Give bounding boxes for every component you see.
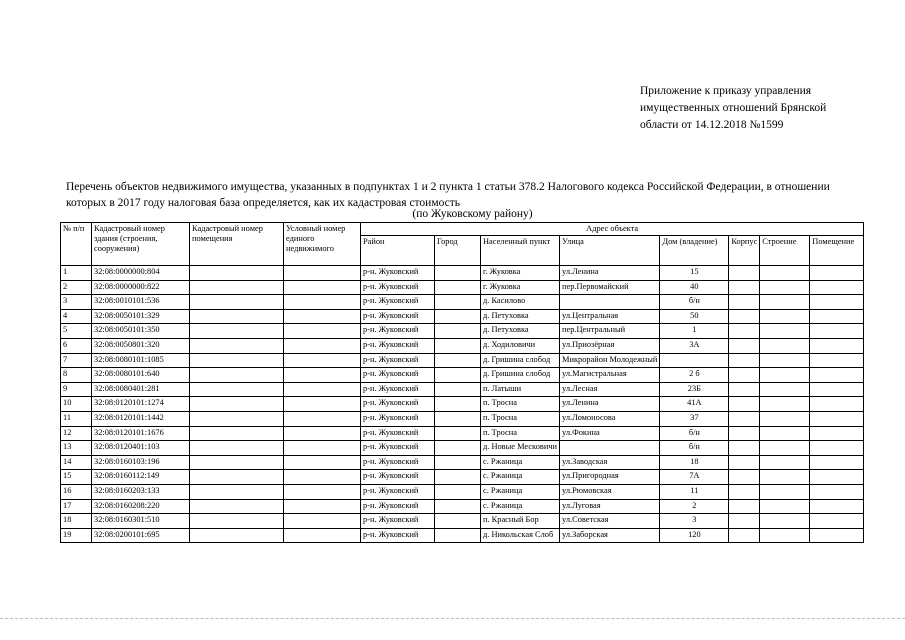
cell-city	[435, 309, 481, 324]
header-address-group: Адрес объекта	[361, 223, 864, 236]
cell-house: 7А	[660, 470, 729, 485]
cell-structure	[760, 309, 810, 324]
cell-house: б/н	[660, 441, 729, 456]
cell-cadastral-room	[190, 368, 284, 383]
cell-cadastral-building: 32:08:0160208:220	[92, 499, 190, 514]
cell-room	[810, 295, 864, 310]
cell-district: р-н. Жуковский	[361, 368, 435, 383]
cell-cadastral-building: 32:08:0120101:1442	[92, 411, 190, 426]
cell-structure	[760, 397, 810, 412]
table-row	[61, 470, 864, 485]
cell-house: 15	[660, 266, 729, 281]
cell-settlement: д. Петуховка	[481, 309, 560, 324]
table-row	[61, 382, 864, 397]
cell-num: 2	[61, 280, 92, 295]
property-table	[60, 222, 864, 543]
cell-cadastral-building: 32:08:0050801:320	[92, 338, 190, 353]
cell-conditional	[284, 514, 361, 529]
cell-district: р-н. Жуковский	[361, 353, 435, 368]
cell-num: 14	[61, 455, 92, 470]
cell-cadastral-room	[190, 338, 284, 353]
cell-building	[729, 266, 760, 281]
cell-building	[729, 280, 760, 295]
cell-cadastral-room	[190, 441, 284, 456]
cell-cadastral-building: 32:08:0080401:281	[92, 382, 190, 397]
cell-cadastral-building: 32:08:0160112:149	[92, 470, 190, 485]
table-row	[61, 514, 864, 529]
cell-cadastral-room	[190, 484, 284, 499]
cell-room	[810, 324, 864, 339]
cell-settlement: с. Ржаница	[481, 470, 560, 485]
cell-city	[435, 455, 481, 470]
cell-district: р-н. Жуковский	[361, 324, 435, 339]
header-structure: Строение	[760, 236, 810, 266]
cell-building	[729, 411, 760, 426]
document-subtitle: (по Жуковскому району)	[412, 208, 533, 220]
cell-settlement: д. Касилово	[481, 295, 560, 310]
cell-settlement: д. Новые Месковичи	[481, 441, 560, 456]
cell-street: ул.Заборская	[560, 528, 660, 543]
header-street: Улица	[560, 236, 660, 266]
cell-cadastral-building: 32:08:0120101:1274	[92, 397, 190, 412]
cell-house: 1	[660, 324, 729, 339]
cell-district: р-н. Жуковский	[361, 295, 435, 310]
cell-cadastral-building: 32:08:0000000:822	[92, 280, 190, 295]
cell-structure	[760, 266, 810, 281]
cell-room	[810, 528, 864, 543]
cell-structure	[760, 484, 810, 499]
cell-street: пер.Центральный	[560, 324, 660, 339]
cell-num: 17	[61, 499, 92, 514]
cell-conditional	[284, 338, 361, 353]
cell-city	[435, 411, 481, 426]
cell-house	[660, 353, 729, 368]
cell-conditional	[284, 280, 361, 295]
cell-city	[435, 514, 481, 529]
cell-cadastral-room	[190, 382, 284, 397]
cell-structure	[760, 295, 810, 310]
header-cadastral-building: Кадастровый номер здания (строения, сооружения)	[92, 223, 190, 266]
cell-city	[435, 441, 481, 456]
cell-settlement: с. Ржаница	[481, 499, 560, 514]
cell-cadastral-room	[190, 295, 284, 310]
cell-street: ул.Рюмовская	[560, 484, 660, 499]
table-row	[61, 266, 864, 281]
cell-city	[435, 295, 481, 310]
cell-cadastral-building: 32:08:0080101:640	[92, 368, 190, 383]
table-row	[61, 397, 864, 412]
cell-building	[729, 528, 760, 543]
cell-conditional	[284, 382, 361, 397]
cell-settlement: д. Петуховка	[481, 324, 560, 339]
cell-building	[729, 484, 760, 499]
cell-structure	[760, 411, 810, 426]
cell-room	[810, 309, 864, 324]
cell-num: 7	[61, 353, 92, 368]
cell-building	[729, 353, 760, 368]
cell-room	[810, 441, 864, 456]
table-row	[61, 411, 864, 426]
cell-city	[435, 397, 481, 412]
cell-street: ул.Приозёрная	[560, 338, 660, 353]
cell-conditional	[284, 266, 361, 281]
cell-cadastral-room	[190, 353, 284, 368]
cell-structure	[760, 441, 810, 456]
cell-district: р-н. Жуковский	[361, 266, 435, 281]
cell-house: 2	[660, 499, 729, 514]
cell-room	[810, 382, 864, 397]
cell-street: ул.Луговая	[560, 499, 660, 514]
table-row	[61, 528, 864, 543]
cell-room	[810, 484, 864, 499]
cell-settlement: д. Гришина слобод	[481, 353, 560, 368]
header-row	[61, 223, 864, 236]
appendix-note	[640, 83, 880, 134]
cell-room	[810, 266, 864, 281]
table-row	[61, 426, 864, 441]
scan-edge-line	[0, 618, 905, 619]
cell-room	[810, 353, 864, 368]
cell-cadastral-building: 32:08:0120401:103	[92, 441, 190, 456]
cell-district: р-н. Жуковский	[361, 528, 435, 543]
cell-structure	[760, 499, 810, 514]
cell-structure	[760, 324, 810, 339]
cell-num: 3	[61, 295, 92, 310]
cell-structure	[760, 514, 810, 529]
cell-conditional	[284, 499, 361, 514]
cell-city	[435, 266, 481, 281]
cell-conditional	[284, 368, 361, 383]
cell-conditional	[284, 295, 361, 310]
header-building: Корпус	[729, 236, 760, 266]
cell-room	[810, 280, 864, 295]
cell-street: Микрорайон Молодежный	[560, 353, 660, 368]
cell-cadastral-building: 32:08:0000000:804	[92, 266, 190, 281]
table-row	[61, 484, 864, 499]
cell-cadastral-building: 32:08:0160103:196	[92, 455, 190, 470]
header-cadastral-room: Кадастровый номер помещения	[190, 223, 284, 266]
cell-district: р-н. Жуковский	[361, 484, 435, 499]
cell-city	[435, 382, 481, 397]
cell-house: 41А	[660, 397, 729, 412]
cell-structure	[760, 280, 810, 295]
cell-building	[729, 338, 760, 353]
cell-room	[810, 411, 864, 426]
table-row	[61, 353, 864, 368]
table-row	[61, 280, 864, 295]
cell-room	[810, 499, 864, 514]
cell-conditional	[284, 324, 361, 339]
cell-city	[435, 280, 481, 295]
appendix-line: Приложение к приказу управления	[640, 85, 812, 97]
cell-cadastral-building: 32:08:0010101:536	[92, 295, 190, 310]
table-row	[61, 368, 864, 383]
cell-conditional	[284, 484, 361, 499]
table-row	[61, 455, 864, 470]
cell-room	[810, 514, 864, 529]
cell-city	[435, 426, 481, 441]
cell-house: 3А	[660, 338, 729, 353]
cell-city	[435, 499, 481, 514]
cell-district: р-н. Жуковский	[361, 309, 435, 324]
cell-house: 40	[660, 280, 729, 295]
cell-cadastral-room	[190, 455, 284, 470]
header-room: Помещение	[810, 236, 864, 266]
cell-cadastral-room	[190, 528, 284, 543]
cell-structure	[760, 470, 810, 485]
cell-num: 8	[61, 368, 92, 383]
cell-num: 4	[61, 309, 92, 324]
header-conditional: Условный номер единого недвижимого	[284, 223, 361, 266]
cell-building	[729, 455, 760, 470]
cell-conditional	[284, 441, 361, 456]
cell-district: р-н. Жуковский	[361, 470, 435, 485]
cell-conditional	[284, 411, 361, 426]
cell-cadastral-building: 32:08:0120101:1676	[92, 426, 190, 441]
cell-building	[729, 324, 760, 339]
cell-street: ул.Фокина	[560, 426, 660, 441]
cell-cadastral-building: 32:08:0050101:329	[92, 309, 190, 324]
cell-district: р-н. Жуковский	[361, 441, 435, 456]
cell-conditional	[284, 353, 361, 368]
cell-cadastral-room	[190, 426, 284, 441]
cell-num: 1	[61, 266, 92, 281]
cell-street	[560, 295, 660, 310]
cell-cadastral-room	[190, 266, 284, 281]
cell-city	[435, 338, 481, 353]
cell-house: 23Б	[660, 382, 729, 397]
cell-num: 6	[61, 338, 92, 353]
cell-building	[729, 514, 760, 529]
cell-house: б/н	[660, 426, 729, 441]
cell-num: 15	[61, 470, 92, 485]
cell-settlement: д. Гришина слобод	[481, 368, 560, 383]
cell-cadastral-building: 32:08:0160301:510	[92, 514, 190, 529]
cell-district: р-н. Жуковский	[361, 455, 435, 470]
cell-street: ул.Ломоносова	[560, 411, 660, 426]
cell-cadastral-building: 32:08:0080101:1085	[92, 353, 190, 368]
cell-conditional	[284, 470, 361, 485]
cell-district: р-н. Жуковский	[361, 397, 435, 412]
cell-cadastral-building: 32:08:0200101:695	[92, 528, 190, 543]
cell-street: ул.Центральная	[560, 309, 660, 324]
cell-structure	[760, 368, 810, 383]
cell-room	[810, 470, 864, 485]
cell-street	[560, 441, 660, 456]
cell-house: 3	[660, 514, 729, 529]
cell-room	[810, 426, 864, 441]
cell-street: ул.Ленина	[560, 266, 660, 281]
cell-structure	[760, 426, 810, 441]
table-row	[61, 295, 864, 310]
cell-street: ул.Ленина	[560, 397, 660, 412]
cell-house: 18	[660, 455, 729, 470]
cell-city	[435, 353, 481, 368]
table-row	[61, 324, 864, 339]
cell-house: 120	[660, 528, 729, 543]
cell-district: р-н. Жуковский	[361, 514, 435, 529]
cell-building	[729, 309, 760, 324]
cell-building	[729, 382, 760, 397]
cell-house: б/н	[660, 295, 729, 310]
cell-district: р-н. Жуковский	[361, 499, 435, 514]
cell-structure	[760, 338, 810, 353]
cell-house: 11	[660, 484, 729, 499]
cell-num: 5	[61, 324, 92, 339]
cell-building	[729, 499, 760, 514]
cell-settlement: г. Жуковка	[481, 266, 560, 281]
cell-city	[435, 528, 481, 543]
cell-settlement: с. Ржаница	[481, 455, 560, 470]
cell-building	[729, 368, 760, 383]
cell-structure	[760, 528, 810, 543]
cell-building	[729, 426, 760, 441]
cell-settlement: г. Жуковка	[481, 280, 560, 295]
cell-district: р-н. Жуковский	[361, 411, 435, 426]
header-district: Район	[361, 236, 435, 266]
cell-num: 11	[61, 411, 92, 426]
cell-conditional	[284, 528, 361, 543]
cell-district: р-н. Жуковский	[361, 426, 435, 441]
cell-settlement: с. Ржаница	[481, 484, 560, 499]
cell-settlement: п. Тросна	[481, 426, 560, 441]
cell-cadastral-room	[190, 514, 284, 529]
cell-structure	[760, 382, 810, 397]
cell-num: 12	[61, 426, 92, 441]
appendix-line: имущественных отношений Брянской	[640, 102, 827, 114]
cell-num: 16	[61, 484, 92, 499]
cell-city	[435, 368, 481, 383]
document-heading: Перечень объектов недвижимого имущества, указанных в подпунктах 1 и 2 пункта 1 статьи 378.2 Налогового кодекса Российской Федерации, в отношении которых в 2017 году налоговая база определяется, как их кадастровая стоимость	[66, 181, 830, 209]
cell-settlement: д. Никольская Слоб	[481, 528, 560, 543]
cell-room	[810, 397, 864, 412]
cell-building	[729, 470, 760, 485]
cell-num: 13	[61, 441, 92, 456]
cell-conditional	[284, 397, 361, 412]
cell-cadastral-building: 32:08:0160203:133	[92, 484, 190, 499]
cell-city	[435, 324, 481, 339]
cell-conditional	[284, 309, 361, 324]
cell-conditional	[284, 455, 361, 470]
cell-cadastral-building: 32:08:0050101:350	[92, 324, 190, 339]
cell-building	[729, 441, 760, 456]
cell-street: ул.Лесная	[560, 382, 660, 397]
cell-settlement: д. Ходиловичи	[481, 338, 560, 353]
cell-structure	[760, 455, 810, 470]
cell-cadastral-room	[190, 280, 284, 295]
cell-cadastral-room	[190, 324, 284, 339]
cell-room	[810, 368, 864, 383]
cell-num: 19	[61, 528, 92, 543]
cell-cadastral-room	[190, 411, 284, 426]
cell-street: ул.Пригородная	[560, 470, 660, 485]
cell-num: 9	[61, 382, 92, 397]
cell-district: р-н. Жуковский	[361, 280, 435, 295]
cell-settlement: п. Тросна	[481, 397, 560, 412]
cell-city	[435, 470, 481, 485]
cell-district: р-н. Жуковский	[361, 338, 435, 353]
cell-street: пер.Первомайский	[560, 280, 660, 295]
cell-settlement: п. Латыши	[481, 382, 560, 397]
cell-structure	[760, 353, 810, 368]
header-house: Дом (владение)	[660, 236, 729, 266]
header-settlement: Населенный пункт	[481, 236, 560, 266]
table-row	[61, 338, 864, 353]
appendix-line: области от 14.12.2018 №1599	[640, 119, 784, 131]
cell-num: 18	[61, 514, 92, 529]
table-row	[61, 309, 864, 324]
cell-num: 10	[61, 397, 92, 412]
cell-house: 37	[660, 411, 729, 426]
cell-cadastral-room	[190, 470, 284, 485]
header-city: Город	[435, 236, 481, 266]
cell-room	[810, 455, 864, 470]
cell-house: 50	[660, 309, 729, 324]
cell-cadastral-room	[190, 397, 284, 412]
cell-street: ул.Заводская	[560, 455, 660, 470]
cell-settlement: п. Тросна	[481, 411, 560, 426]
cell-conditional	[284, 426, 361, 441]
cell-building	[729, 397, 760, 412]
cell-building	[729, 295, 760, 310]
cell-street: ул.Советская	[560, 514, 660, 529]
table-body	[61, 266, 864, 543]
cell-city	[435, 484, 481, 499]
cell-room	[810, 338, 864, 353]
table-row	[61, 499, 864, 514]
cell-cadastral-room	[190, 499, 284, 514]
cell-street: ул.Магистральная	[560, 368, 660, 383]
cell-district: р-н. Жуковский	[361, 382, 435, 397]
cell-cadastral-room	[190, 309, 284, 324]
header-num: № п/п	[61, 223, 92, 266]
cell-settlement: п. Красный Бор	[481, 514, 560, 529]
cell-house: 2 б	[660, 368, 729, 383]
table-row	[61, 441, 864, 456]
